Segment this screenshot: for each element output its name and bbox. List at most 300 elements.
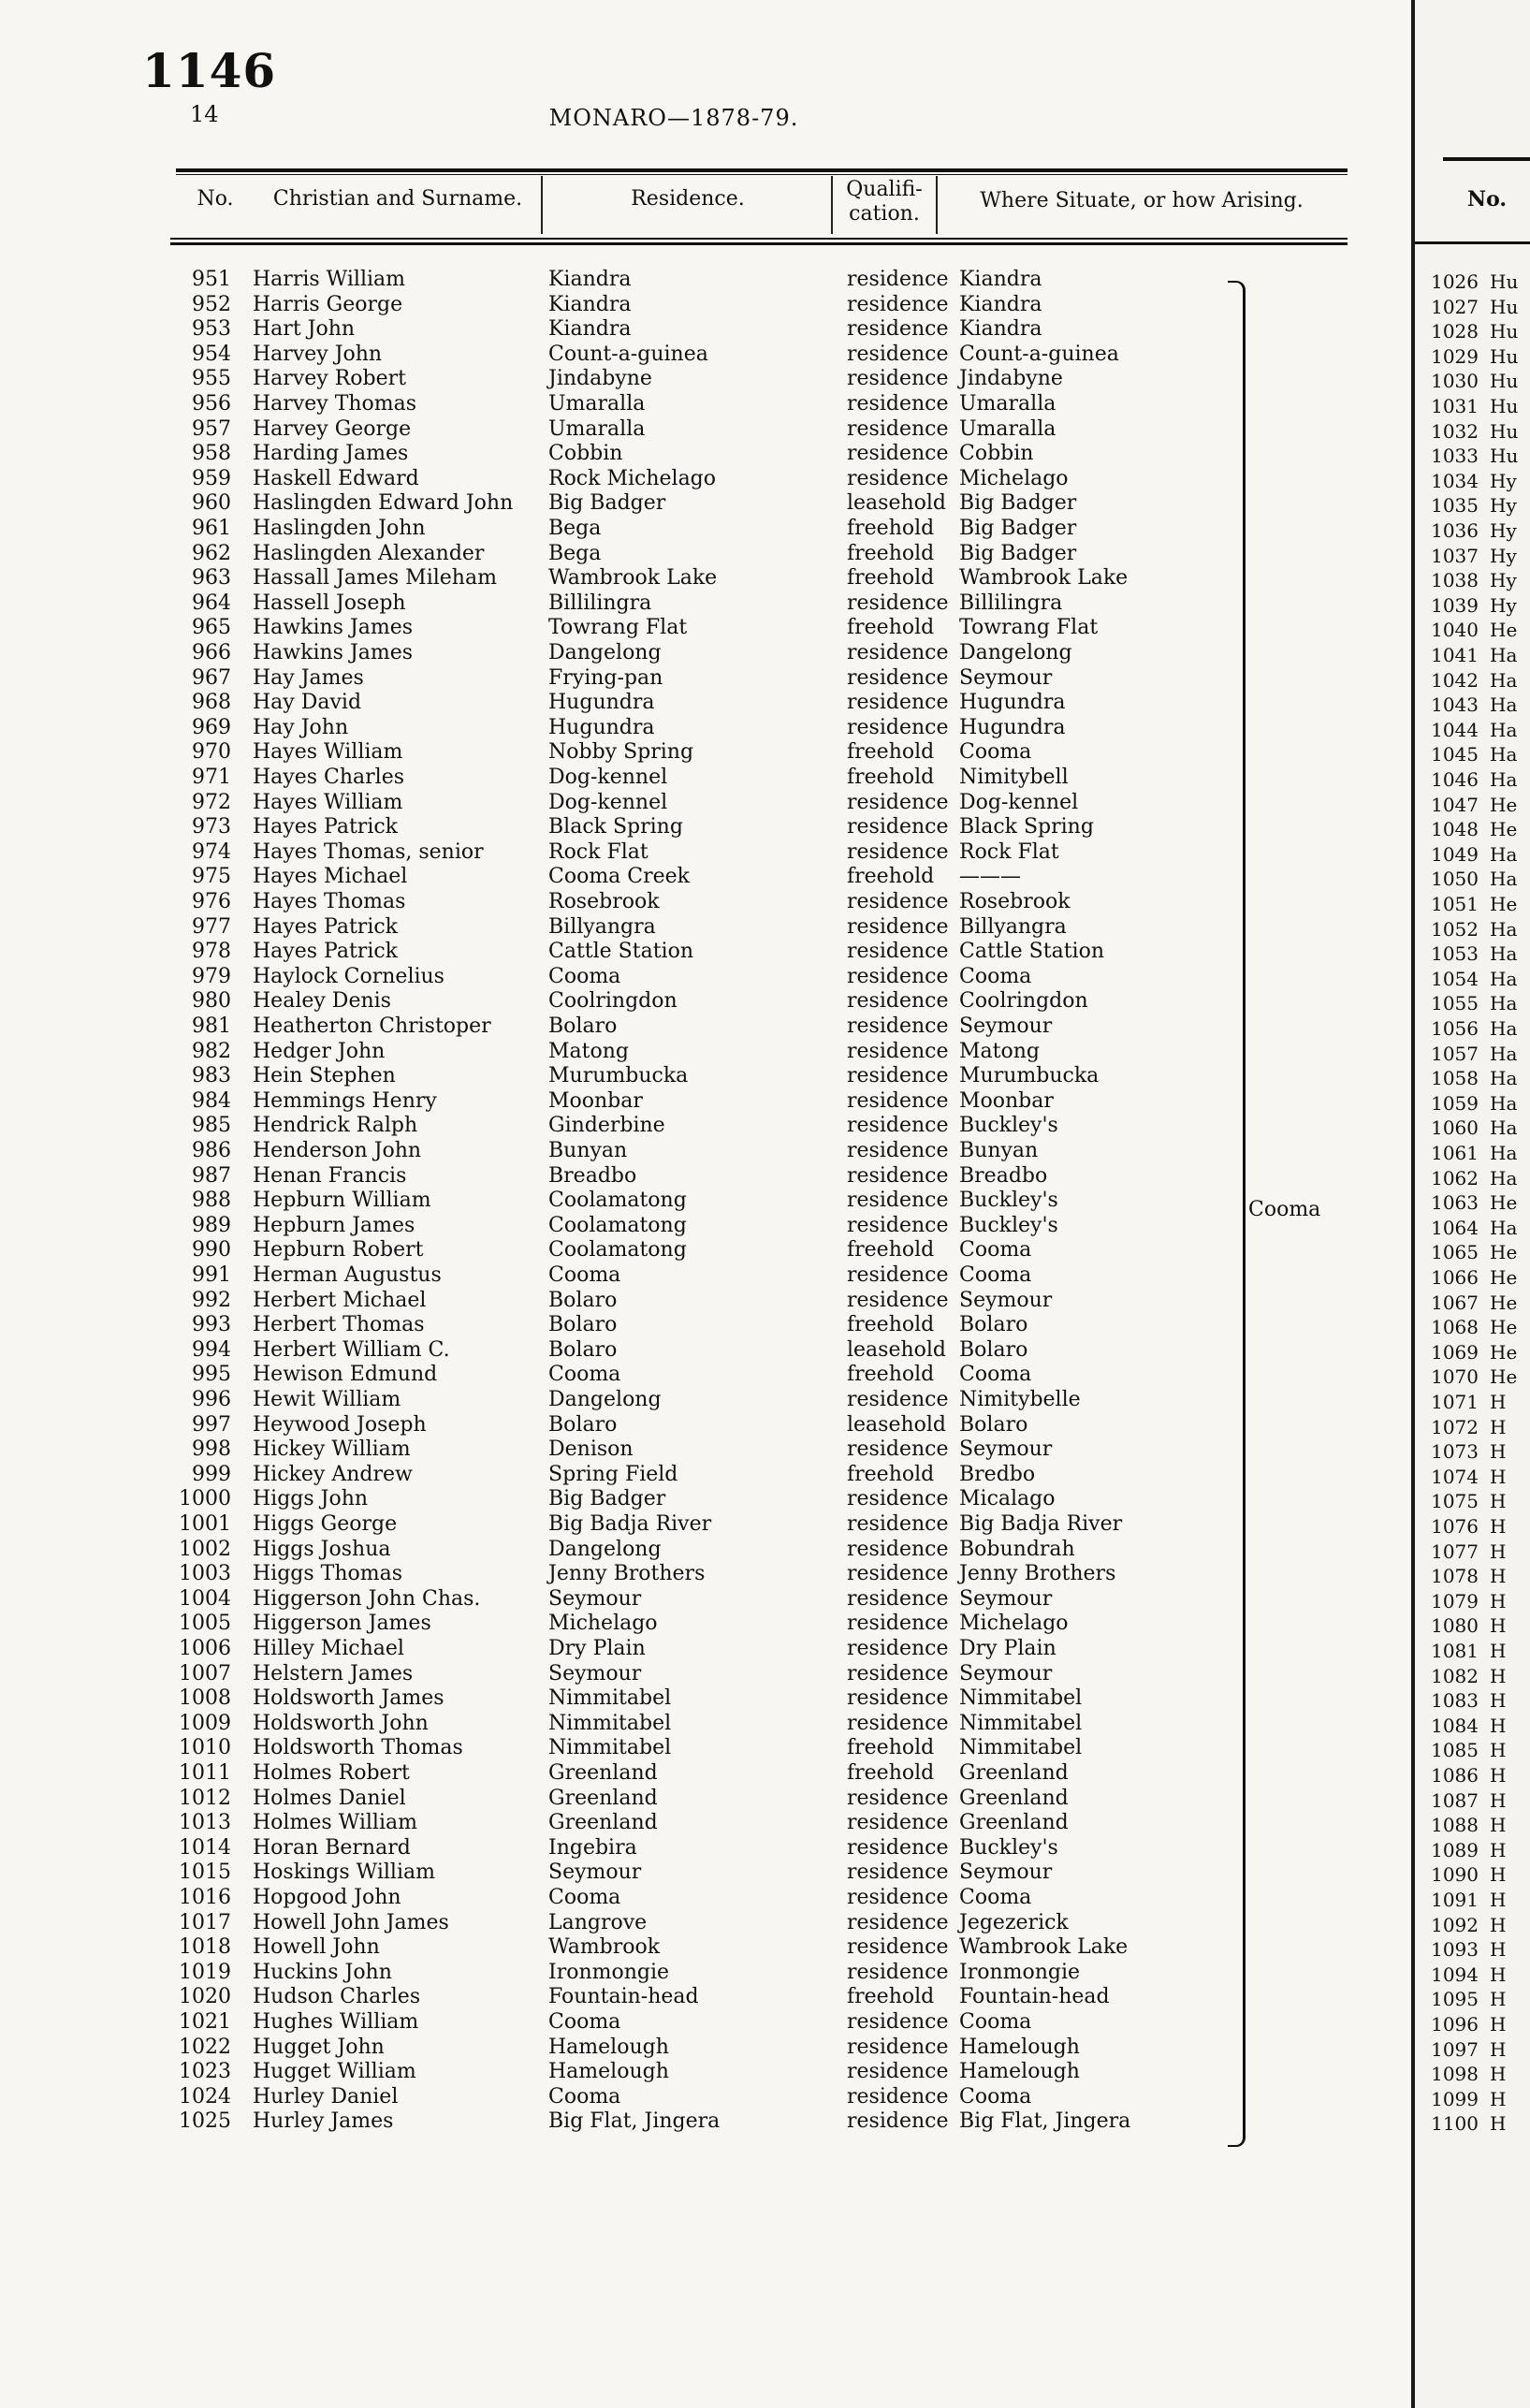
edge-entry-name: H — [1490, 1788, 1507, 1812]
entry-qualification: residence — [847, 839, 949, 864]
entry-number: 993 — [192, 1313, 231, 1337]
entry-where: Black Spring — [959, 815, 1094, 839]
edge-row — [1415, 1664, 1530, 1688]
edge-entry-number: 1048 — [1431, 818, 1479, 841]
entry-residence: Greenland — [548, 1811, 658, 1835]
entry-number: 958 — [192, 442, 231, 466]
edge-entry-number: 1075 — [1431, 1490, 1479, 1513]
entry-where: Wambrook Lake — [959, 566, 1129, 591]
entry-residence: Langrove — [548, 1910, 648, 1934]
edge-row — [1415, 693, 1530, 717]
entry-residence: Frying-pan — [548, 665, 663, 690]
entry-number: 963 — [192, 566, 231, 591]
entry-where: Seymour — [959, 1586, 1053, 1611]
entry-qualification: freehold — [847, 1238, 935, 1262]
entry-name: Hopgood John — [253, 1886, 401, 1909]
entry-qualification: freehold — [847, 865, 935, 889]
edge-row — [1415, 1714, 1530, 1738]
entry-name: Henan Francis — [253, 1163, 407, 1188]
edge-row — [1415, 1738, 1530, 1762]
entry-where: Greenland — [959, 1761, 1069, 1785]
entry-number: 1012 — [179, 1786, 231, 1810]
entry-number: 1001 — [179, 1512, 231, 1536]
edge-entry-number: 1067 — [1431, 1291, 1479, 1314]
entry-qualification: residence — [847, 1139, 949, 1162]
entry-residence: Murumbucka — [548, 1064, 689, 1088]
table-row — [0, 1811, 1348, 1836]
edge-entry-number: 1042 — [1431, 668, 1479, 692]
edge-row — [1415, 1340, 1530, 1365]
entry-residence: Moonbar — [548, 1088, 643, 1113]
table-row — [0, 491, 1348, 517]
entry-name: Herbert Michael — [253, 1288, 427, 1312]
edge-row — [1415, 419, 1530, 444]
entry-where: Buckley's — [959, 1213, 1058, 1237]
entry-number: 1000 — [179, 1487, 231, 1511]
edge-entry-name: He — [1490, 893, 1518, 915]
entry-residence: Cooma — [548, 1363, 621, 1387]
edge-row — [1415, 319, 1530, 343]
entry-qualification: residence — [847, 1786, 949, 1810]
entry-where: Buckley's — [959, 1189, 1058, 1213]
edge-entry-name: Ha — [1490, 1091, 1518, 1115]
table-row — [0, 268, 1348, 293]
entry-residence: Nimmitabel — [548, 1711, 672, 1735]
edge-row — [1415, 1987, 1530, 2011]
entry-where: Breadbo — [959, 1163, 1048, 1188]
edge-row — [1415, 1315, 1530, 1339]
edge-row — [1415, 2062, 1530, 2086]
entry-residence: Hugundra — [548, 715, 655, 739]
entry-name: Harvey John — [253, 342, 383, 366]
table-row — [0, 1164, 1348, 1189]
edge-entry-name: H — [1490, 1689, 1507, 1713]
header-divider — [541, 176, 543, 234]
edge-row — [1415, 1913, 1530, 1937]
edge-row — [1415, 1937, 1530, 1962]
edge-entry-name: H — [1490, 1739, 1507, 1762]
entry-where: Seymour — [959, 1438, 1053, 1462]
edge-row — [1415, 1066, 1530, 1090]
entry-residence: Cattle Station — [548, 940, 693, 964]
entry-number: 1024 — [179, 2084, 231, 2109]
table-row — [0, 1363, 1348, 1388]
entry-where: Rock Flat — [959, 839, 1059, 864]
entry-qualification: residence — [847, 1637, 949, 1660]
entry-residence: Coolamatong — [548, 1238, 687, 1262]
entry-number: 1017 — [179, 1910, 231, 1934]
edge-entry-number: 1083 — [1431, 1689, 1479, 1713]
edge-row — [1415, 1489, 1530, 1513]
entry-where: Cooma — [959, 2084, 1032, 2109]
edge-entry-name: Hu — [1490, 295, 1519, 318]
entry-name: Hepburn James — [253, 1213, 415, 1237]
entry-where: Rosebrook — [959, 890, 1071, 913]
entry-number: 982 — [192, 1039, 231, 1063]
edge-entry-name: Ha — [1490, 1067, 1518, 1090]
edge-entry-number: 1074 — [1431, 1465, 1479, 1488]
entry-where: Towrang Flat — [959, 616, 1099, 640]
edge-entry-name: Hu — [1490, 320, 1519, 343]
edge-entry-number: 1061 — [1431, 1142, 1479, 1164]
table-row — [0, 1438, 1348, 1463]
table-row — [0, 1911, 1348, 1936]
table-row — [0, 616, 1348, 641]
entry-where: Buckley's — [959, 1114, 1058, 1138]
edge-entry-name: Hy — [1490, 593, 1517, 617]
entry-qualification: residence — [847, 940, 949, 964]
entry-number: 975 — [192, 865, 231, 889]
entry-residence: Hugundra — [548, 691, 655, 715]
edge-entry-number: 1073 — [1431, 1440, 1479, 1464]
edge-entry-number: 1087 — [1431, 1788, 1479, 1812]
entry-residence: Cooma — [548, 964, 621, 988]
edge-entry-name: H — [1490, 2112, 1507, 2136]
entry-name: Holmes Robert — [253, 1761, 410, 1785]
edge-entry-number: 1027 — [1431, 295, 1479, 318]
edge-entry-name: Ha — [1490, 1017, 1518, 1040]
entry-number: 1018 — [179, 1935, 231, 1960]
edge-row — [1415, 1963, 1530, 1987]
edge-row — [1415, 2037, 1530, 2062]
edge-entry-number: 1034 — [1431, 469, 1479, 492]
entry-where: ——— — [959, 865, 1021, 889]
edge-entry-number: 1046 — [1431, 768, 1479, 791]
entry-name: Hurley James — [253, 2109, 394, 2134]
table-row — [0, 1313, 1348, 1338]
table-row — [0, 1089, 1348, 1115]
entry-qualification: residence — [847, 591, 949, 615]
edge-row — [1415, 1838, 1530, 1862]
entry-where: Nimmitabel — [959, 1711, 1083, 1735]
entry-number: 965 — [192, 616, 231, 640]
entry-where: Nimmitabel — [959, 1686, 1083, 1711]
entry-number: 962 — [192, 541, 231, 565]
table-row — [0, 791, 1348, 816]
entry-number: 964 — [192, 591, 231, 615]
entry-name: Hoskings William — [253, 1861, 435, 1885]
entry-residence: Ironmongie — [548, 1960, 670, 1984]
entry-where: Bolaro — [959, 1412, 1028, 1437]
table-row — [0, 1985, 1348, 2010]
entry-residence: Wambrook — [548, 1935, 661, 1960]
entry-name: Hayes Charles — [253, 766, 405, 789]
entry-residence: Rock Flat — [548, 839, 648, 864]
entry-residence: Coolamatong — [548, 1213, 687, 1237]
edge-row — [1415, 1415, 1530, 1439]
entry-residence: Big Badja River — [548, 1512, 712, 1536]
edge-entry-name: Hu — [1490, 344, 1519, 368]
edge-row — [1415, 1788, 1530, 1813]
entry-residence: Coolringdon — [548, 989, 678, 1014]
edge-entry-number: 1032 — [1431, 419, 1479, 443]
entry-name: Hay James — [253, 665, 364, 690]
edge-entry-name: H — [1490, 1714, 1507, 1737]
entry-name: Holdsworth John — [253, 1711, 429, 1735]
edge-entry-name: H — [1490, 2063, 1507, 2086]
entry-residence: Big Badger — [548, 491, 666, 516]
table-row — [0, 1836, 1348, 1861]
entry-where: Big Badger — [959, 517, 1077, 540]
entry-qualification: residence — [847, 1088, 949, 1113]
entry-name: Hassell Joseph — [253, 591, 406, 615]
entry-qualification: residence — [847, 1711, 949, 1735]
edge-row — [1415, 1465, 1530, 1489]
edge-entry-number: 1076 — [1431, 1515, 1479, 1538]
entry-qualification: residence — [847, 665, 949, 690]
edge-entry-name: Ha — [1490, 868, 1518, 891]
edge-entry-name: H — [1490, 1391, 1507, 1413]
entry-name: Helstern James — [253, 1661, 414, 1686]
edge-row — [1415, 668, 1530, 693]
edge-row — [1415, 1116, 1530, 1140]
entry-qualification: residence — [847, 416, 949, 441]
entry-where: Dangelong — [959, 641, 1072, 664]
edge-entry-number: 1060 — [1431, 1116, 1479, 1140]
edge-entry-number: 1090 — [1431, 1863, 1479, 1887]
entry-residence: Coolamatong — [548, 1189, 687, 1213]
header-where: Where Situate, or how Arising. — [980, 189, 1304, 212]
entry-residence: Rosebrook — [548, 890, 660, 913]
header-bottom-rule — [170, 238, 1348, 240]
table-row — [0, 1736, 1348, 1761]
edge-entry-name: Ha — [1490, 992, 1518, 1015]
entry-number: 984 — [192, 1088, 231, 1113]
entry-qualification: residence — [847, 317, 949, 342]
entry-qualification: residence — [847, 1388, 949, 1411]
entry-qualification: residence — [847, 1861, 949, 1885]
adjacent-page-edge — [1415, 0, 1530, 2408]
entry-name: Holmes William — [253, 1811, 417, 1835]
table-row — [0, 2036, 1348, 2061]
entry-name: Harvey Thomas — [253, 392, 417, 416]
edge-entry-name: H — [1490, 1863, 1507, 1887]
entry-qualification: residence — [847, 1064, 949, 1088]
entry-where: Cooma — [959, 740, 1032, 765]
entry-name: Hudson Charles — [253, 1985, 421, 2009]
entry-number: 986 — [192, 1139, 231, 1162]
entry-qualification: freehold — [847, 1363, 935, 1387]
entry-number: 1010 — [179, 1736, 231, 1760]
entry-name: Higgs George — [253, 1512, 398, 1536]
table-row — [0, 1612, 1348, 1637]
table-row — [0, 1114, 1348, 1139]
edge-row — [1415, 1091, 1530, 1116]
entry-name: Hedger John — [253, 1039, 386, 1063]
entry-where: Dry Plain — [959, 1637, 1056, 1660]
edge-entry-number: 1050 — [1431, 868, 1479, 891]
edge-entry-name: He — [1490, 1191, 1518, 1215]
entry-number: 988 — [192, 1189, 231, 1213]
entry-residence: Billyangra — [548, 914, 656, 939]
edge-entry-number: 1068 — [1431, 1316, 1479, 1339]
header-qualification-line1: Qualifi- — [846, 178, 923, 201]
entry-number: 959 — [192, 466, 231, 490]
entry-qualification: freehold — [847, 1761, 935, 1785]
entry-name: Haslingden John — [253, 517, 426, 540]
entry-qualification: residence — [847, 1910, 949, 1934]
edge-entry-number: 1100 — [1431, 2112, 1479, 2136]
entry-number: 957 — [192, 416, 231, 441]
edge-entry-number: 1085 — [1431, 1739, 1479, 1762]
entry-name: Hayes Thomas, senior — [253, 839, 484, 864]
entry-where: Cobbin — [959, 442, 1034, 466]
entry-number: 987 — [192, 1163, 231, 1188]
edge-entry-name: H — [1490, 1465, 1507, 1488]
entry-where: Matong — [959, 1039, 1040, 1063]
entry-name: Higgerson James — [253, 1612, 431, 1636]
entry-name: Haylock Cornelius — [253, 964, 444, 988]
entry-where: Coolringdon — [959, 989, 1088, 1014]
edge-row — [1415, 469, 1530, 493]
entry-name: Hugget John — [253, 2035, 385, 2059]
entry-qualification: residence — [847, 1835, 949, 1860]
entry-where: Bunyan — [959, 1139, 1039, 1162]
edge-entry-number: 1084 — [1431, 1714, 1479, 1737]
table-row — [0, 1686, 1348, 1712]
entry-number: 994 — [192, 1337, 231, 1362]
entry-residence: Bolaro — [548, 1313, 618, 1337]
table-row — [0, 442, 1348, 467]
edge-entry-number: 1030 — [1431, 370, 1479, 393]
entry-qualification: freehold — [847, 1462, 935, 1486]
table-row — [0, 343, 1348, 368]
entry-residence: Cooma — [548, 1263, 621, 1287]
edge-entry-name: Ha — [1490, 768, 1518, 791]
edge-row — [1415, 1291, 1530, 1315]
entry-qualification: residence — [847, 1114, 949, 1138]
edge-entry-number: 1088 — [1431, 1814, 1479, 1837]
entry-residence: Rock Michelago — [548, 466, 717, 490]
entry-residence: Nimmitabel — [548, 1736, 672, 1760]
entry-residence: Hamelough — [548, 2035, 669, 2059]
edge-entry-number: 1062 — [1431, 1166, 1479, 1189]
entry-where: Billyangra — [959, 914, 1067, 939]
entry-residence: Dog-kennel — [548, 790, 668, 814]
entry-name: Hart John — [253, 317, 356, 342]
edge-row — [1415, 1639, 1530, 1663]
entry-residence: Umaralla — [548, 392, 646, 416]
edge-entry-name: H — [1490, 1540, 1507, 1563]
entry-number: 995 — [192, 1363, 231, 1387]
edge-row — [1415, 2087, 1530, 2111]
entry-residence: Michelago — [548, 1612, 658, 1636]
table-row — [0, 2109, 1348, 2135]
table-row — [0, 740, 1348, 766]
edge-row — [1415, 1439, 1530, 1464]
table-row — [0, 367, 1348, 392]
table-row — [0, 1562, 1348, 1587]
entry-number: 955 — [192, 367, 231, 391]
entry-name: Holmes Daniel — [253, 1786, 406, 1810]
edge-entry-name: H — [1490, 1764, 1507, 1787]
entry-where: Seymour — [959, 1661, 1053, 1686]
edge-header-rule — [1443, 157, 1530, 161]
header-top-rule-thin — [176, 174, 1348, 175]
table-row — [0, 1064, 1348, 1089]
edge-entry-number: 1038 — [1431, 569, 1479, 592]
entry-number: 960 — [192, 491, 231, 516]
header-divider — [831, 176, 833, 234]
page-number: 14 — [190, 101, 219, 127]
edge-entry-number: 1080 — [1431, 1614, 1479, 1638]
entry-where: Hugundra — [959, 691, 1066, 715]
entry-name: Hurley Daniel — [253, 2084, 399, 2109]
edge-entry-name: H — [1490, 1913, 1507, 1936]
entry-name: Harvey Robert — [253, 367, 406, 391]
edge-entry-name: Ha — [1490, 942, 1518, 966]
entry-where: Nimitybelle — [959, 1388, 1081, 1411]
entry-where: Seymour — [959, 1288, 1053, 1312]
entry-residence: Dangelong — [548, 1537, 662, 1561]
edge-entry-number: 1097 — [1431, 2037, 1479, 2061]
entry-number: 972 — [192, 790, 231, 814]
table-row — [0, 1538, 1348, 1563]
entry-where: Billilingra — [959, 591, 1063, 615]
entry-residence: Greenland — [548, 1761, 658, 1785]
entry-qualification: residence — [847, 2035, 949, 2059]
edge-row — [1415, 295, 1530, 319]
table-row — [0, 293, 1348, 318]
header-qualification-line2: cation. — [849, 202, 920, 226]
entry-name: Hawkins James — [253, 616, 414, 640]
entry-residence: Hamelough — [548, 2060, 669, 2084]
entry-where: Seymour — [959, 665, 1053, 690]
entry-name: Horan Bernard — [253, 1835, 411, 1860]
entry-qualification: residence — [847, 890, 949, 913]
entry-name: Herbert William C. — [253, 1337, 450, 1362]
entry-residence: Bega — [548, 517, 602, 540]
entry-qualification: leasehold — [847, 491, 947, 516]
entry-where: Big Badger — [959, 541, 1077, 565]
entry-residence: Dry Plain — [548, 1637, 646, 1660]
entry-number: 1021 — [179, 2010, 231, 2034]
edge-entry-number: 1054 — [1431, 967, 1479, 990]
entry-qualification: residence — [847, 1586, 949, 1611]
entry-number: 1011 — [179, 1761, 231, 1785]
entry-qualification: residence — [847, 442, 949, 466]
edge-entry-number: 1031 — [1431, 395, 1479, 417]
entry-where: Cooma — [959, 1363, 1032, 1387]
entry-where: Bolaro — [959, 1313, 1028, 1337]
entry-number: 996 — [192, 1388, 231, 1411]
entry-number: 979 — [192, 964, 231, 988]
entry-residence: Jenny Brothers — [548, 1562, 706, 1586]
table-row — [0, 1861, 1348, 1886]
entry-residence: Cooma — [548, 2010, 621, 2034]
entry-residence: Dangelong — [548, 1388, 662, 1411]
entry-where: Bobundrah — [959, 1537, 1075, 1561]
entry-number: 985 — [192, 1114, 231, 1138]
entry-number: 952 — [192, 292, 231, 316]
table-row — [0, 1238, 1348, 1263]
entry-qualification: residence — [847, 1960, 949, 1984]
entry-number: 953 — [192, 317, 231, 342]
entry-residence: Fountain-head — [548, 1985, 699, 2009]
entry-number: 971 — [192, 766, 231, 789]
entry-where: Hugundra — [959, 715, 1066, 739]
entry-where: Cooma — [959, 2010, 1032, 2034]
edge-entry-name: Ha — [1490, 1142, 1518, 1164]
entry-where: Big Badja River — [959, 1512, 1123, 1536]
edge-entry-name: H — [1490, 2087, 1507, 2110]
edge-entry-name: He — [1490, 818, 1518, 841]
entry-residence: Nobby Spring — [548, 740, 694, 765]
entry-number: 977 — [192, 914, 231, 939]
edge-entry-number: 1029 — [1431, 344, 1479, 368]
entry-name: Haslingden Edward John — [253, 491, 514, 516]
entry-qualification: residence — [847, 292, 949, 316]
